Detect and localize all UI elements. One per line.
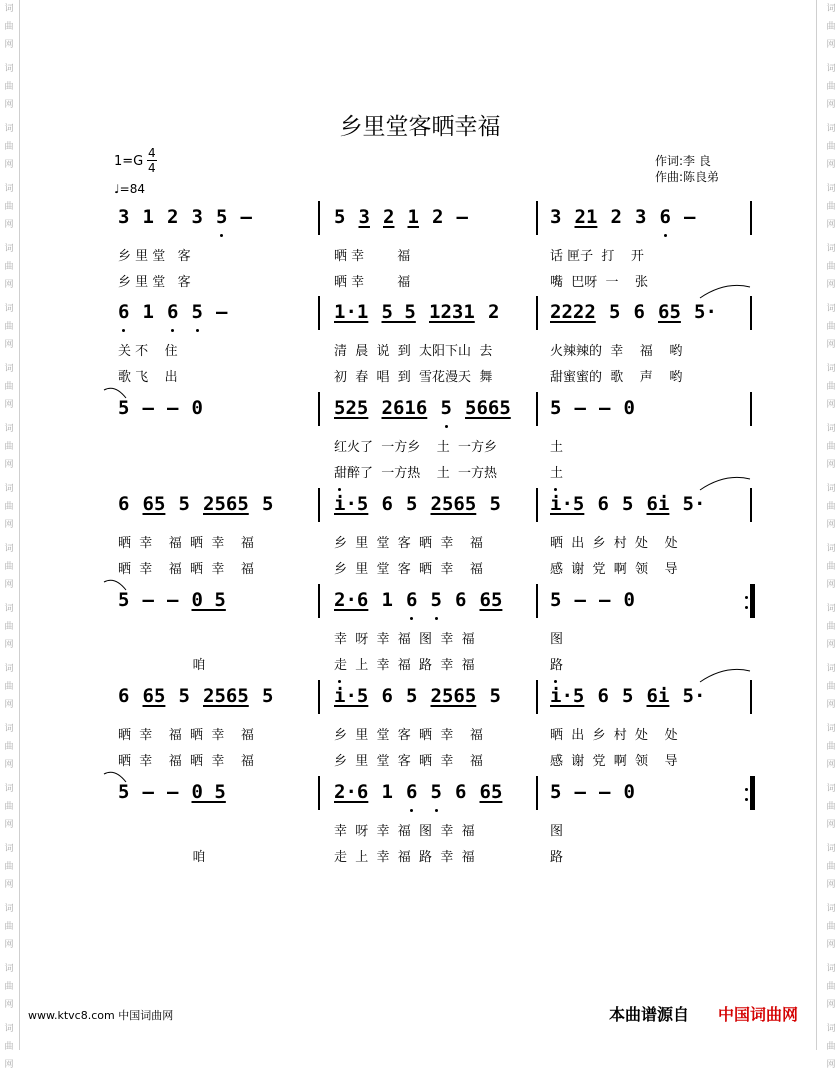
note: 65 [142, 493, 166, 515]
watermark-text: 词 曲 网 [826, 904, 836, 950]
lyric-line: 土 [550, 440, 564, 455]
note: 5 [622, 685, 634, 707]
slur-arc [700, 669, 750, 682]
note: – [599, 589, 611, 611]
lyric-line: 走 上 幸 福 路 幸 福 [334, 850, 475, 865]
lyric-line: 晒 出 乡 村 处 处 [550, 728, 678, 743]
watermark-text: 词 曲 网 [4, 424, 14, 470]
note: 5 [178, 493, 190, 515]
lyric-line: 走 上 幸 福 路 幸 福 [334, 658, 475, 673]
note: 6 [455, 781, 467, 803]
lyric-line: 乡 里 堂 客 晒 幸 福 [334, 536, 483, 551]
high-octave-dot [554, 488, 557, 491]
footer-site: www.ktvc8.com 中国词曲网 [28, 1009, 174, 1022]
bar-line [318, 201, 320, 235]
watermark-text: 词 曲 网 [4, 184, 14, 230]
note: 5 [334, 206, 346, 228]
note: 2565 [430, 493, 477, 515]
lyricist: 作词:李 良 [655, 154, 711, 168]
note: 5 [178, 685, 190, 707]
note: 1 [381, 781, 393, 803]
lyric-line: 话 匣子 打 开 [550, 249, 644, 264]
note: 5 [440, 397, 452, 419]
low-octave-dot [171, 329, 174, 332]
watermark-text: 词 曲 网 [826, 304, 836, 350]
note: 5 5 [381, 301, 416, 323]
note: 6 [381, 493, 393, 515]
note: 5 [430, 781, 442, 803]
note: 5· [682, 493, 706, 515]
note: – [574, 397, 586, 419]
note: 6i [646, 685, 670, 707]
note: 1 [142, 301, 154, 323]
note: 5 [216, 206, 228, 228]
note: 2565 [430, 685, 477, 707]
lyric-line: 图 [550, 632, 564, 647]
note: – [599, 781, 611, 803]
note: 5· [682, 685, 706, 707]
footer-source: 本曲谱源自 [609, 1005, 690, 1024]
lyric-line: 火辣辣的 幸 福 哟 [550, 344, 683, 359]
note: – [599, 397, 611, 419]
watermark-text: 词 曲 网 [4, 604, 14, 650]
note: 1·1 [334, 301, 369, 323]
lyric-line: 红火了 一方乡 土 一方乡 [334, 440, 498, 455]
bar-line [318, 680, 320, 714]
lyric-line: 幸 呀 幸 福 图 幸 福 [334, 824, 475, 839]
watermark-text: 词 曲 网 [4, 544, 14, 590]
watermark-text: 词 曲 网 [4, 664, 14, 710]
note: 1 [407, 206, 419, 228]
note: 3 [191, 206, 203, 228]
low-octave-dot [122, 329, 125, 332]
note: 2 [383, 206, 395, 228]
end-bar-line [752, 584, 755, 618]
low-octave-dot [435, 809, 438, 812]
note: 65 [479, 589, 503, 611]
note: i·5 [550, 685, 585, 707]
bar-line [750, 392, 752, 426]
lyric-line: 乡 里 堂 客 [118, 249, 191, 264]
bar-line [536, 680, 538, 714]
bar-line [750, 296, 752, 330]
note: 1 [381, 589, 393, 611]
end-bar-line [752, 776, 755, 810]
low-octave-dot [435, 617, 438, 620]
low-octave-dot [196, 329, 199, 332]
note: – [142, 589, 154, 611]
lyric-line: 图 [550, 824, 564, 839]
watermark-text: 词 曲 网 [826, 4, 836, 50]
footer-brand: 中国词曲网 [718, 1005, 799, 1024]
lyric-line: 晒 幸 福 晒 幸 福 [118, 536, 254, 551]
lyric-line: 清 晨 说 到 太阳下山 去 [334, 344, 493, 359]
watermark-text: 词 曲 网 [826, 124, 836, 170]
high-octave-dot [554, 680, 557, 683]
note: 2 [167, 206, 179, 228]
low-octave-dot [445, 425, 448, 428]
note: 5 [406, 493, 418, 515]
bar-line [318, 584, 320, 618]
bar-line [536, 201, 538, 235]
lyric-line: 土 [550, 466, 564, 481]
note: – [142, 397, 154, 419]
key-signature: 1=G [114, 154, 144, 169]
note: 5 [430, 589, 442, 611]
note: 0 5 [191, 589, 226, 611]
watermark-text: 词 曲 网 [4, 904, 14, 950]
note: 525 [334, 397, 369, 419]
time-signature-top: 4 [148, 146, 156, 160]
bar-line [536, 392, 538, 426]
lyric-line: 晒 幸 福 晒 幸 福 [118, 754, 254, 769]
watermark-text: 词 曲 网 [826, 724, 836, 770]
bar-line [318, 488, 320, 522]
high-octave-dot [338, 488, 341, 491]
note: 5 [262, 685, 274, 707]
note: 2616 [381, 397, 428, 419]
note: – [240, 206, 252, 228]
note: 5 [489, 685, 501, 707]
lyric-line: 初 春 唱 到 雪花漫天 舞 [334, 370, 493, 385]
note: 6 [118, 685, 130, 707]
note: 65 [658, 301, 681, 323]
note: 2565 [203, 685, 249, 707]
watermark-text: 词 曲 网 [4, 124, 14, 170]
note: i·5 [334, 685, 369, 707]
note: 2565 [203, 493, 249, 515]
note: 1231 [429, 301, 475, 323]
lyric-line: 乡 里 堂 客 [118, 275, 191, 290]
watermark-text: 词 曲 网 [826, 484, 836, 530]
note: 2·6 [334, 781, 369, 803]
watermark-text: 词 曲 网 [826, 244, 836, 290]
note: 5 [406, 685, 418, 707]
time-signature-bottom: 4 [148, 161, 156, 175]
note: 3 [358, 206, 370, 228]
slur-arc [700, 477, 750, 490]
note: 5 [118, 589, 130, 611]
bar-line [750, 488, 752, 522]
note: 1 [142, 206, 154, 228]
repeat-dot [745, 606, 748, 609]
note: – [574, 589, 586, 611]
note: – [574, 781, 586, 803]
note: – [167, 589, 179, 611]
lyric-line: 关 不 住 [118, 344, 178, 359]
watermark-text: 词 曲 网 [826, 544, 836, 590]
lyric-line: 幸 呀 幸 福 图 幸 福 [334, 632, 475, 647]
bar-line [536, 776, 538, 810]
note: 6 [167, 301, 179, 323]
note: 5 [118, 781, 130, 803]
note: – [167, 781, 179, 803]
lyric-line: 路 [550, 850, 564, 865]
bar-line [750, 680, 752, 714]
watermark-text: 词 曲 网 [826, 64, 836, 110]
note: 21 [574, 206, 598, 228]
note: 0 [623, 397, 635, 419]
low-octave-dot [410, 617, 413, 620]
lyric-line: 晒 出 乡 村 处 处 [550, 536, 678, 551]
lyric-line: 乡 里 堂 客 晒 幸 福 [334, 754, 483, 769]
bar-line [536, 584, 538, 618]
watermark-text: 词 曲 网 [4, 484, 14, 530]
note: 6 [406, 589, 418, 611]
note: 6 [406, 781, 418, 803]
watermark-text: 词 曲 网 [4, 844, 14, 890]
lyric-line: 晒 幸 福 晒 幸 福 [118, 562, 254, 577]
watermark-text: 词 曲 网 [4, 724, 14, 770]
lyric-line: 咱 [118, 658, 206, 673]
composer: 作曲:陈良弟 [655, 170, 720, 184]
tempo-value: =84 [119, 182, 145, 196]
bar-line [536, 488, 538, 522]
watermark-text: 词 曲 网 [826, 784, 836, 830]
watermark-text: 词 曲 网 [826, 964, 836, 1010]
note: 6 [455, 589, 467, 611]
note: 2·6 [334, 589, 369, 611]
note: 5 [550, 589, 562, 611]
note: 3 [118, 206, 130, 228]
note: 6i [646, 493, 670, 515]
note: – [456, 206, 468, 228]
note: 2 [432, 206, 444, 228]
low-octave-dot [664, 234, 667, 237]
note: 5 [191, 301, 203, 323]
note: 6 [118, 493, 130, 515]
bar-line [318, 392, 320, 426]
watermark-text: 词 曲 网 [826, 364, 836, 410]
repeat-dot [745, 596, 748, 599]
note: 6 [381, 685, 393, 707]
lyric-line: 乡 里 堂 客 晒 幸 福 [334, 562, 483, 577]
low-octave-dot [220, 234, 223, 237]
note: 0 [191, 397, 203, 419]
watermark-text: 词 曲 网 [826, 424, 836, 470]
slur-arc [700, 285, 750, 298]
watermark-text: 词 曲 网 [4, 304, 14, 350]
watermark-text: 词 曲 网 [826, 1024, 836, 1070]
lyric-line: 感 谢 党 啊 领 导 [550, 562, 678, 577]
note: i·5 [550, 493, 585, 515]
high-octave-dot [338, 680, 341, 683]
low-octave-dot [410, 809, 413, 812]
note: 5 [262, 493, 274, 515]
watermark-text: 词 曲 网 [826, 604, 836, 650]
quarter-note-icon: ♩ [114, 182, 120, 196]
lyric-line: 甜醉了 一方热 土 一方热 [334, 466, 498, 481]
lyric-line: 咱 [118, 850, 206, 865]
note: 5 [118, 397, 130, 419]
note: 5· [694, 301, 717, 323]
note: 6 [659, 206, 671, 228]
note: – [142, 781, 154, 803]
note: 6 [118, 301, 130, 323]
watermark-text: 词 曲 网 [826, 664, 836, 710]
note: – [216, 301, 228, 323]
song-title: 乡里堂客晒幸福 [339, 114, 501, 140]
watermark-text: 词 曲 网 [4, 364, 14, 410]
lyric-line: 晒 幸 福 晒 幸 福 [118, 728, 254, 743]
note: 2222 [550, 301, 596, 323]
note: 3 [635, 206, 647, 228]
lyric-line: 晒 幸 福 [334, 275, 411, 290]
note: 6 [597, 685, 609, 707]
note: i·5 [334, 493, 369, 515]
watermark-text: 词 曲 网 [826, 184, 836, 230]
note: 0 [623, 781, 635, 803]
watermark-text: 词 曲 网 [4, 4, 14, 50]
lyric-line: 感 谢 党 啊 领 导 [550, 754, 678, 769]
note: 5 [489, 493, 501, 515]
note: 5 [550, 397, 562, 419]
note: 0 5 [191, 781, 226, 803]
note: 65 [142, 685, 166, 707]
note: 5 [609, 301, 621, 323]
note: – [167, 397, 179, 419]
note: – [684, 206, 696, 228]
watermark-text: 词 曲 网 [826, 844, 836, 890]
lyric-line: 歌 飞 出 [118, 370, 178, 385]
bar-line [536, 296, 538, 330]
watermark-text: 词 曲 网 [4, 1024, 14, 1070]
note: 6 [633, 301, 645, 323]
watermark-text: 词 曲 网 [4, 784, 14, 830]
note: 6 [597, 493, 609, 515]
repeat-dot [745, 788, 748, 791]
note: 5 [622, 493, 634, 515]
lyric-line: 嘴 巴呀 一 张 [550, 275, 649, 290]
note: 3 [550, 206, 562, 228]
bar-line [750, 201, 752, 235]
note: 65 [479, 781, 503, 803]
watermark-text: 词 曲 网 [4, 64, 14, 110]
note: 2 [488, 301, 500, 323]
note: 5 [550, 781, 562, 803]
bar-line [318, 296, 320, 330]
lyric-line: 甜蜜蜜的 歌 声 哟 [550, 370, 683, 385]
lyric-line: 乡 里 堂 客 晒 幸 福 [334, 728, 483, 743]
lyric-line: 路 [550, 658, 564, 673]
watermark-text: 词 曲 网 [4, 244, 14, 290]
note: 2 [610, 206, 622, 228]
watermark-text: 词 曲 网 [4, 964, 14, 1010]
lyric-line: 晒 幸 福 [334, 249, 411, 264]
note: 5665 [465, 397, 511, 419]
bar-line [318, 776, 320, 810]
note: 0 [623, 589, 635, 611]
repeat-dot [745, 798, 748, 801]
